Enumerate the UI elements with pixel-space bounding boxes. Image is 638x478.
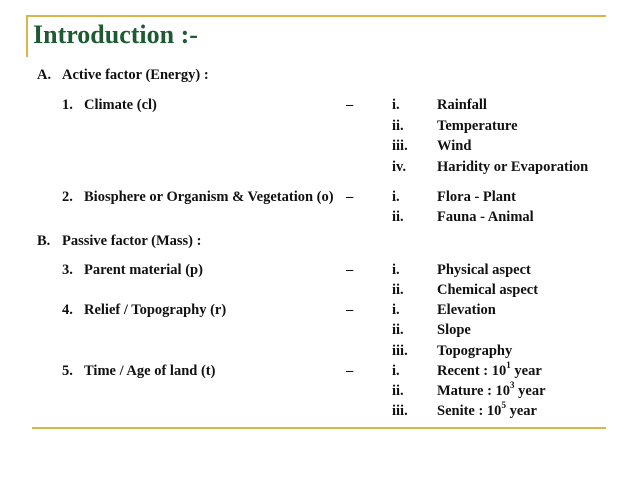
factor-1-item-2-text: Temperature — [437, 118, 518, 134]
factor-5-item-1-exponent: 1 — [506, 360, 511, 371]
factor-3-item-2-text: Chemical aspect — [437, 282, 539, 298]
factor-5-item-2-suffix: year — [514, 383, 546, 399]
factor-1-item-4-roman: iv. — [392, 159, 407, 175]
factor-2-item-1-roman: i. — [392, 189, 400, 205]
factor-5-item-3-suffix: year — [505, 403, 537, 419]
bottom-rule — [32, 427, 606, 429]
left-rule — [26, 15, 28, 57]
factor-1-number: 1. — [62, 97, 73, 113]
factor-4-item-2-roman: ii. — [392, 322, 404, 338]
factor-5-item-2-base: Mature : 10 — [437, 383, 511, 399]
factor-3-label: Parent material (p) — [84, 262, 203, 278]
factor-5-item-2-roman: ii. — [392, 383, 404, 399]
factor-4-item-3-text: Topography — [437, 343, 513, 359]
factor-4-label: Relief / Topography (r) — [84, 302, 227, 318]
factor-5-number: 5. — [62, 363, 73, 379]
factor-5-item-2-text — [437, 382, 546, 400]
factor-1-item-3-text: Wind — [437, 138, 472, 154]
factor-5-item-1-text — [437, 362, 542, 380]
section-b-letter: B. — [37, 233, 51, 249]
factor-4-item-1-text: Elevation — [437, 302, 496, 318]
factor-5-item-3-base: Senite : 10 — [437, 403, 502, 419]
factor-5-item-2-exponent: 3 — [510, 380, 515, 391]
factor-4-dash: – — [346, 302, 354, 318]
factor-5-item-1-suffix: year — [510, 363, 542, 379]
factor-1-item-1-text: Rainfall — [437, 97, 487, 113]
factor-5-item-3-text — [437, 402, 537, 420]
slide-title: Introduction :- — [33, 20, 198, 49]
factor-2-item-2-text: Fauna - Animal — [437, 209, 534, 225]
factor-2-item-1-text: Flora - Plant — [437, 189, 516, 205]
factor-2-item-2-roman: ii. — [392, 209, 404, 225]
factor-5-label: Time / Age of land (t) — [84, 363, 216, 379]
factor-4-number: 4. — [62, 302, 73, 318]
factor-1-item-3-roman: iii. — [392, 138, 408, 154]
factor-1-item-1-roman: i. — [392, 97, 400, 113]
factor-2-dash: – — [346, 189, 354, 205]
top-rule — [26, 15, 606, 17]
factor-5-item-1-base: Recent : 10 — [437, 363, 507, 379]
factor-2-number: 2. — [62, 189, 73, 205]
factor-5-item-3-roman: iii. — [392, 403, 408, 419]
factor-1-item-2-roman: ii. — [392, 118, 404, 134]
factor-3-item-1-text: Physical aspect — [437, 262, 531, 278]
factor-3-item-1-roman: i. — [392, 262, 400, 278]
factor-5-item-1-roman: i. — [392, 363, 400, 379]
factor-1-item-4-text: Haridity or Evaporation — [437, 159, 589, 175]
section-a-heading: Active factor (Energy) : — [62, 67, 209, 83]
factor-4-item-1-roman: i. — [392, 302, 400, 318]
factor-2-label: Biosphere or Organism & Vegetation (o) — [84, 189, 334, 205]
factor-3-dash: – — [346, 262, 354, 278]
factor-3-number: 3. — [62, 262, 73, 278]
factor-5-dash: – — [346, 363, 354, 379]
section-a-letter: A. — [37, 67, 52, 83]
factor-4-item-3-roman: iii. — [392, 343, 408, 359]
factor-5-item-3-exponent: 5 — [501, 400, 506, 411]
factor-1-dash: – — [346, 97, 354, 113]
factor-3-item-2-roman: ii. — [392, 282, 404, 298]
section-b-heading: Passive factor (Mass) : — [62, 233, 202, 249]
factor-4-item-2-text: Slope — [437, 322, 471, 338]
factor-1-label: Climate (cl) — [84, 97, 157, 113]
